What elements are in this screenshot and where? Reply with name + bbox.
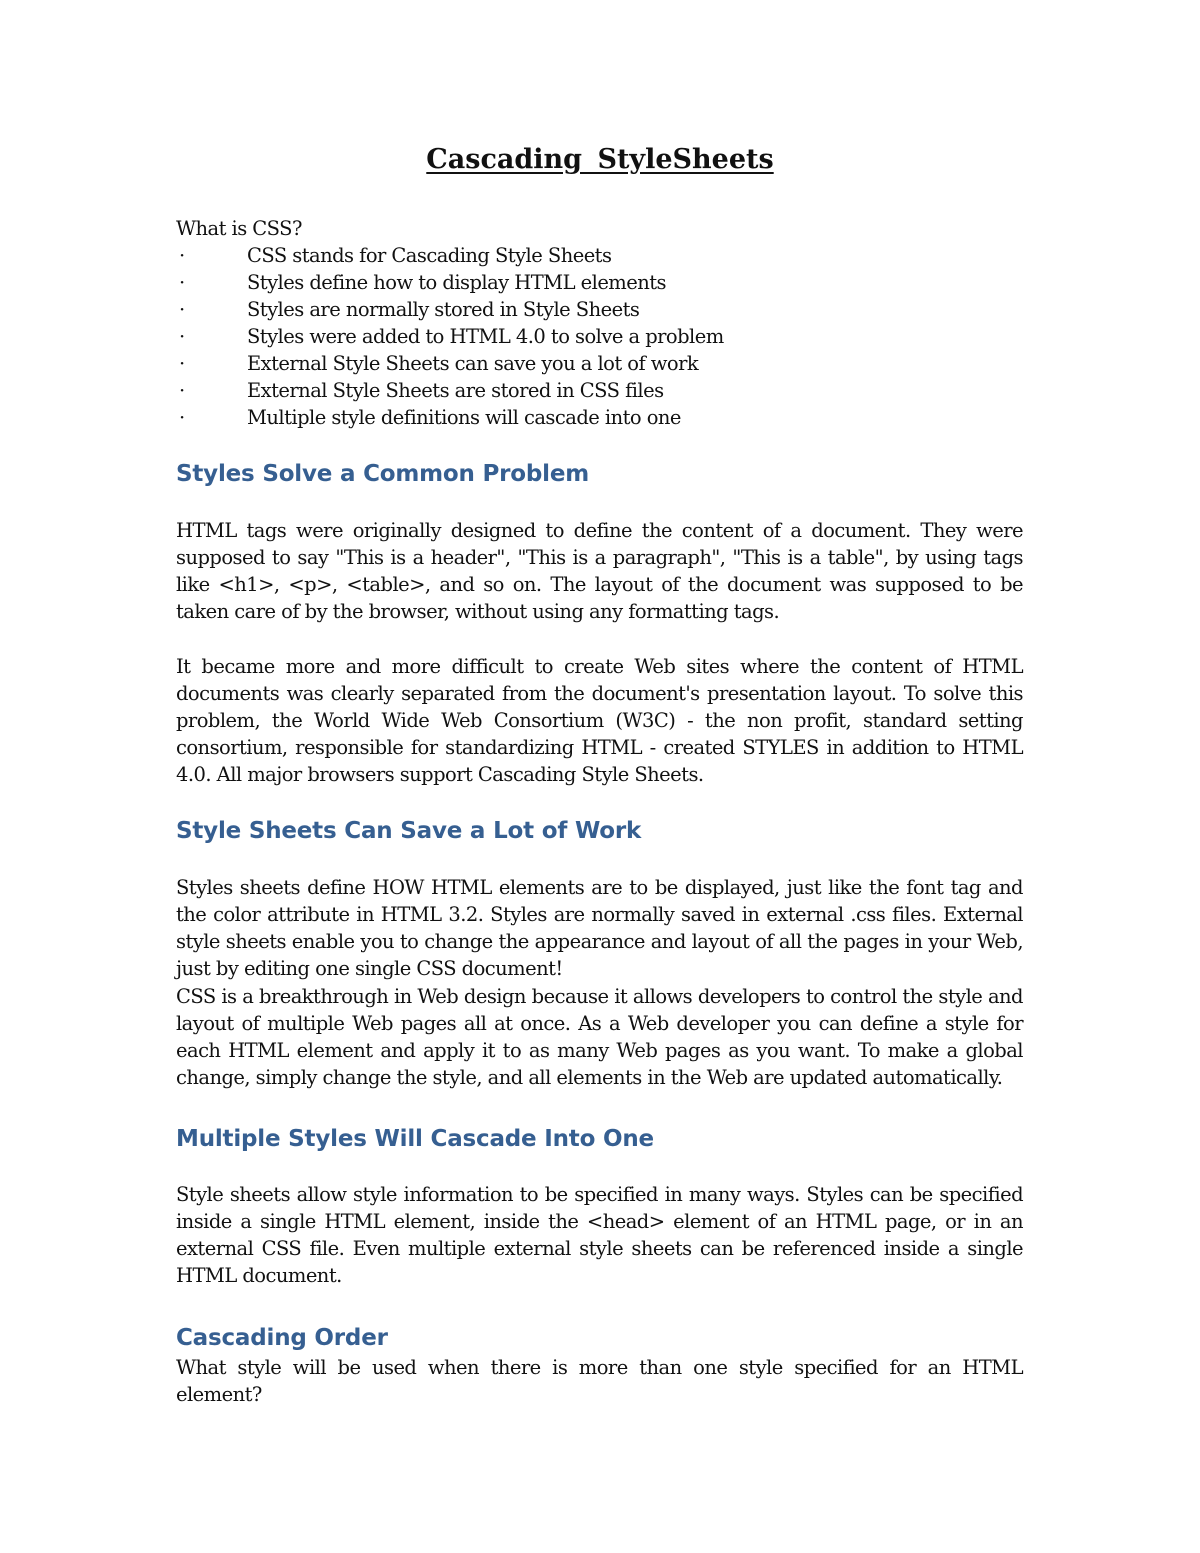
list-item <box>176 377 1023 404</box>
list-item-text: Multiple style definitions will cascade into one <box>247 406 681 429</box>
paragraph-save-work-1: Styles sheets define HOW HTML elements are to be displayed, just like the font tag and the color attribute in HTML 3.2. Styles are normally saved in external .css files. External style sheets enable you to change the appearance and layout of all the pages in your Web, just by editing one single CSS document! <box>176 876 1023 980</box>
list-item-text: External Style Sheets can save you a lot of work <box>247 352 699 375</box>
list-item-text: External Style Sheets are stored in CSS files <box>247 379 664 402</box>
bullet-icon: · <box>179 379 185 402</box>
list-item-text: Styles were added to HTML 4.0 to solve a problem <box>247 325 724 348</box>
bullet-icon: · <box>179 271 185 294</box>
bullet-icon: · <box>179 406 185 429</box>
list-item <box>176 404 1023 431</box>
list-item <box>176 242 1023 269</box>
list-item-text: Styles are normally stored in Style Sheets <box>247 298 640 321</box>
bullet-icon: · <box>179 244 185 267</box>
paragraph-cascading-order-1: What style will be used when there is more than one style specified for an HTML element? <box>176 1356 1023 1406</box>
list-item <box>176 269 1023 296</box>
bullet-icon: · <box>179 325 185 348</box>
list-item-text: Styles define how to display HTML elements <box>247 271 666 294</box>
list-item <box>176 323 1023 350</box>
bullet-icon: · <box>179 352 185 375</box>
list-item <box>176 296 1023 323</box>
intro-bullet-list <box>176 242 1023 431</box>
section-heading-cascade: Multiple Styles Will Cascade Into One <box>176 1126 654 1152</box>
section-heading-cascading-order: Cascading Order <box>176 1325 388 1351</box>
paragraph-cascade-1: Style sheets allow style information to be specified in many ways. Styles can be specified inside a single HTML element, inside the <head> element of an HTML page, or in an external CSS file. Even multiple external style sheets can be referenced inside a single HTML document. <box>176 1183 1023 1287</box>
paragraph-styles-solve-2: It became more and more difficult to create Web sites where the content of HTML documents was clearly separated from the document's presentation layout. To solve this problem, the World Wide Web Consortium (W3C) - the non profit, standard setting consortium, responsible for standardizing HTML - created STYLES in addition to HTML 4.0. All major browsers support Cascading Style Sheets. <box>176 655 1023 786</box>
intro-question: What is CSS? <box>176 217 302 240</box>
document-title: Cascading StyleSheets <box>426 144 774 175</box>
paragraph-styles-solve-1: HTML tags were originally designed to define the content of a document. They were supposed to say "This is a header", "This is a paragraph", "This is a table", by using tags like <h1>, <p>, <table>, and so on. The layout of the document was supposed to be taken care of by the browser, without using any formatting tags. <box>176 519 1023 623</box>
bullet-icon: · <box>179 298 185 321</box>
list-item-text: CSS stands for Cascading Style Sheets <box>247 244 612 267</box>
paragraph-save-work-2: CSS is a breakthrough in Web design because it allows developers to control the style and layout of multiple Web pages all at once. As a Web developer you can define a style for each HTML element and apply it to as many Web pages as you want. To make a global change, simply change the style, and all elements in the Web are updated automatically. <box>176 985 1023 1089</box>
section-heading-save-work: Style Sheets Can Save a Lot of Work <box>176 818 642 844</box>
section-heading-styles-solve: Styles Solve a Common Problem <box>176 461 590 487</box>
list-item <box>176 350 1023 377</box>
